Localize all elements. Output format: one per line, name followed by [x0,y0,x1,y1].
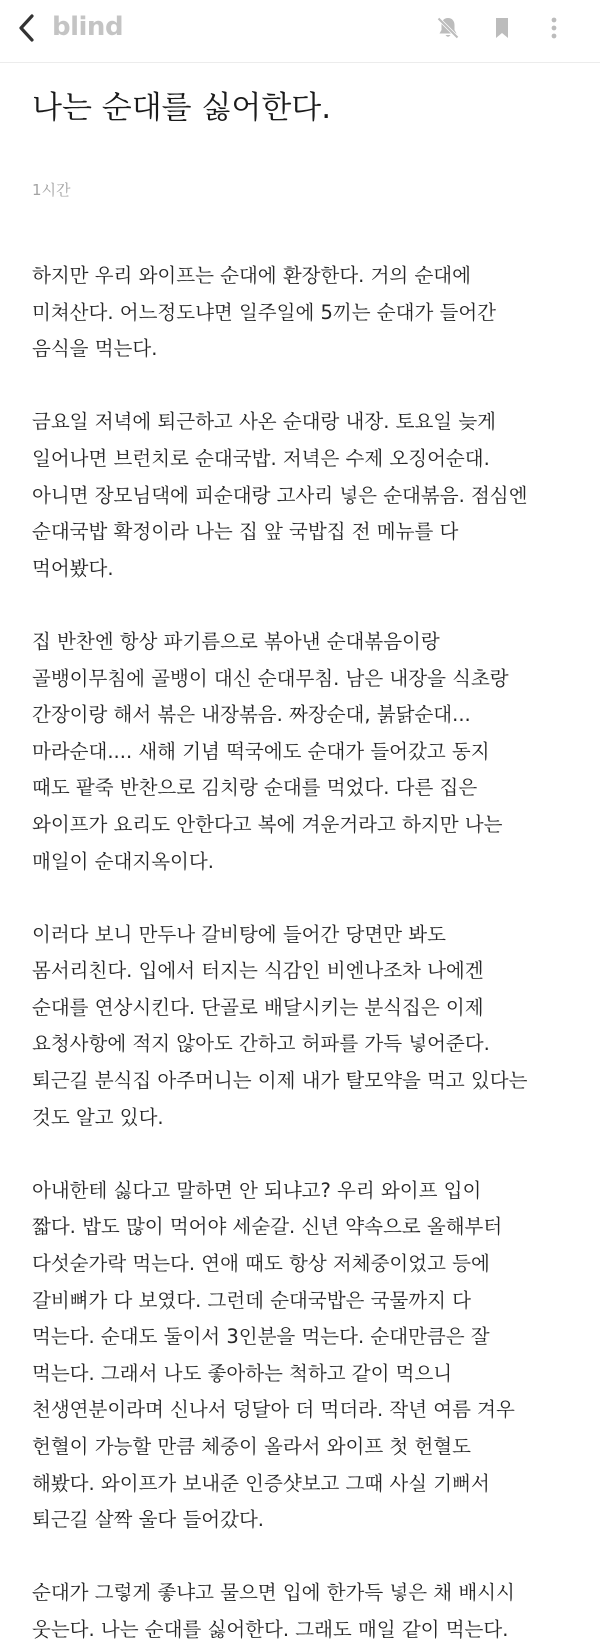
post-line: 퇴근길 살짝 울다 들어갔다. [32,1508,265,1532]
post-line: 갈비뼈가 다 보였다. 그런데 순대국밥은 국물까지 다 [32,1288,471,1312]
post-paragraph [32,258,582,368]
post-line: 것도 알고 있다. [32,1105,164,1129]
post-line: 집 반찬엔 항상 파기름으로 볶아낸 순대볶음이랑 [32,629,440,653]
post-line: 음식을 먹는다. [32,337,158,361]
bookmark-icon [488,14,516,42]
post-line: 해봤다. 와이프가 보내준 인증샷보고 그때 사실 기뻐서 [32,1471,490,1495]
post-line: 마라순대.... 새해 기념 떡국에도 순대가 들어갔고 동지 [32,739,490,763]
post-line: 먹어봤다. [32,556,114,580]
post-paragraph [32,917,582,1137]
post-line: 골뱅이무침에 골뱅이 대신 순대무침. 남은 내장을 식초랑 [32,666,509,690]
post-line: 몸서리친다. 입에서 터지는 식감인 비엔나조차 나에겐 [32,959,484,983]
header-divider [0,62,600,63]
post-line: 헌혈이 가능할 만큼 체중이 올라서 와이프 첫 헌혈도 [32,1435,471,1458]
post-line: 금요일 저녁에 퇴근하고 사온 순대랑 내장. 토요일 늦게 [32,410,497,434]
bookmark-button[interactable] [488,14,516,42]
back-icon [14,12,42,44]
post-line: 매일이 순대지옥이다. [32,849,214,873]
post-line: 순대를 연상시킨다. 단골로 배달시키는 분식집은 이제 [32,995,484,1019]
post-line: 미쳐산다. 어느정도냐면 일주일에 5끼는 순대가 들어간 [32,300,497,324]
post-line: 간장이랑 해서 볶은 내장볶음. 짜장순대, 붉닭순대... [32,703,471,727]
post-line: 아니면 장모님댁에 피순대랑 고사리 넣은 순대볶음. 점심엔 [32,483,528,507]
post-title: 나는 순대를 싫어한다. [32,90,332,126]
post-line: 일어나면 브런치로 순대국밥. 저녁은 수제 오징어순대. [32,446,490,470]
post-body [32,258,582,1649]
notification-off-button[interactable] [434,14,462,42]
post-line: 먹는다. 순대도 둘이서 3인분을 먹는다. 순대만큼은 잘 [32,1325,490,1349]
bell-off-icon [434,14,462,42]
post-line: 먹는다. 그래서 나도 좋아하는 척하고 같이 먹으니 [32,1361,453,1385]
post-line: 퇴근길 분식집 아주머니는 이제 내가 탈모약을 먹고 있다는 [32,1069,528,1093]
blind-logo: blind [52,12,124,42]
post-line: 다섯숟가락 먹는다. 연애 때도 항상 저체중이었고 등에 [32,1252,490,1276]
post-line: 요청사항에 적지 않아도 간하고 허파를 가득 넣어준다. [32,1032,490,1056]
post-paragraph [32,404,582,587]
post-line: 순대가 그렇게 좋냐고 물으면 입에 한가득 넣은 채 배시시 [32,1581,515,1605]
post-line: 때도 팥죽 반찬으로 김치랑 순대를 먹었다. 다른 집은 [32,776,478,800]
top-bar [0,0,600,56]
post-time: 1시간 [32,181,71,199]
post-line: 아내한테 싫다고 말하면 안 되냐고? 우리 와이프 입이 [32,1178,482,1202]
post-line: 와이프가 요리도 안한다고 복에 겨운거라고 하지만 나는 [32,812,503,836]
post-paragraph [32,624,582,880]
post-paragraph [32,1575,582,1648]
post-paragraph [32,1173,582,1539]
post-line: 순대국밥 확정이라 나는 집 앞 국밥집 전 메뉴를 다 [32,520,459,544]
post-line: 이러다 보니 만두나 갈비탕에 들어간 당면만 봐도 [32,922,446,946]
back-button[interactable] [14,12,42,44]
post-line: 짧다. 밥도 많이 먹어야 세숟갈. 신년 약속으로 올해부터 [32,1215,503,1239]
post-line: 하지만 우리 와이프는 순대에 환장한다. 거의 순대에 [32,264,471,287]
more-options-button[interactable] [540,14,568,42]
post-line: 천생연분이라며 신나서 덩달아 더 먹더라. 작년 여름 겨우 [32,1398,515,1422]
more-vertical-icon [540,14,568,42]
post-line: 웃는다. 나는 순대를 싫어한다. 그래도 매일 같이 먹는다. [32,1617,509,1641]
